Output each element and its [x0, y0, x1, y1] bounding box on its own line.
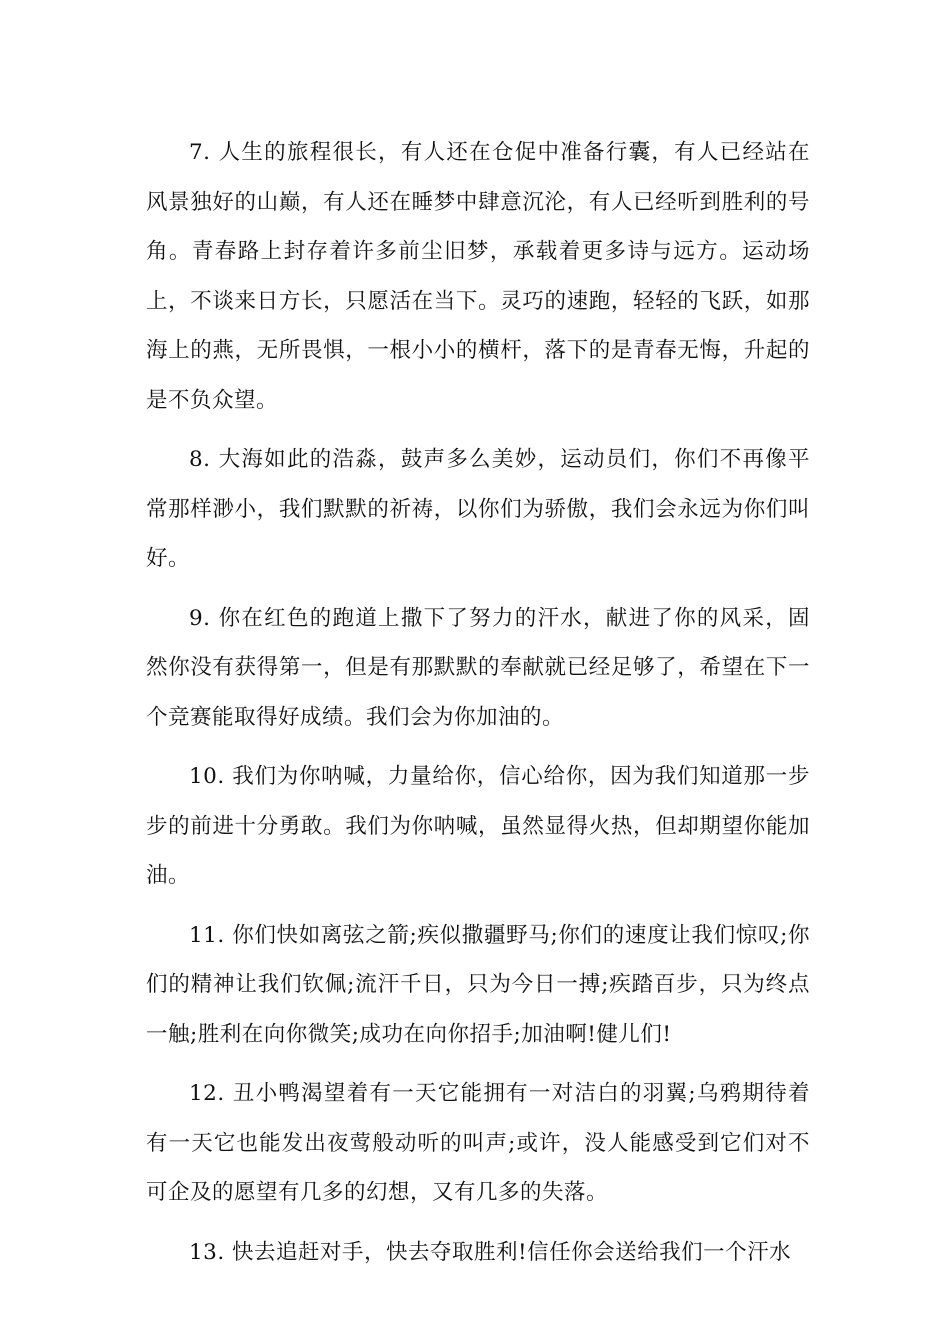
paragraph-12: 12. 丑小鸭渴望着有一天它能拥有一对洁白的羽翼;乌鸦期待着有一天它也能发出夜莺般动听的叫声;或许，没人能感受到它们对不可企及的愿望有几多的幻想，又有几多的失落。 [146, 1081, 810, 1205]
paragraph-11: 11. 你们快如离弦之箭;疾似撒疆野马;你们的速度让我们惊叹;你们的精神让我们钦佩;流汗千日，只为今日一搏;疾踏百步，只为终点一触;胜利在向你微笑;成功在向你招手;加油啊!健儿们! [146, 922, 810, 1047]
paragraph-8: 8. 大海如此的浩淼，鼓声多么美妙，运动员们，你们不再像平常那样渺小，我们默默的祈祷，以你们为骄傲，我们会永远为你们叫好。 [146, 447, 810, 571]
paragraph-13: 13. 快去追赶对手，快去夺取胜利!信任你会送给我们一个汗水 [189, 1239, 792, 1265]
paragraph-7: 7. 人生的旅程很长，有人还在仓促中准备行囊，有人已经站在风景独好的山巅，有人还在睡梦中肆意沉沦，有人已经听到胜利的号角。青春路上封存着许多前尘旧梦，承载着更多诗与远方。运动场上，不谈来日方长，只愿活在当下。灵巧的速跑，轻轻的飞跃，如那海上的燕，无所畏惧，一根小小的横杆，落下的是青春无悔，升起的是不负众望。 [146, 140, 810, 413]
document-body [146, 128, 810, 1287]
paragraph-9: 9. 你在红色的跑道上撒下了努力的汗水，献进了你的风采，固然你没有获得第一，但是有那默默的奉献就已经足够了，希望在下一个竞赛能取得好成绩。我们会为你加油的。 [146, 605, 810, 730]
paragraph-10: 10. 我们为你呐喊，力量给你，信心给你，因为我们知道那一步步的前进十分勇敢。我们为你呐喊，虽然显得火热，但却期望你能加油。 [146, 764, 810, 888]
